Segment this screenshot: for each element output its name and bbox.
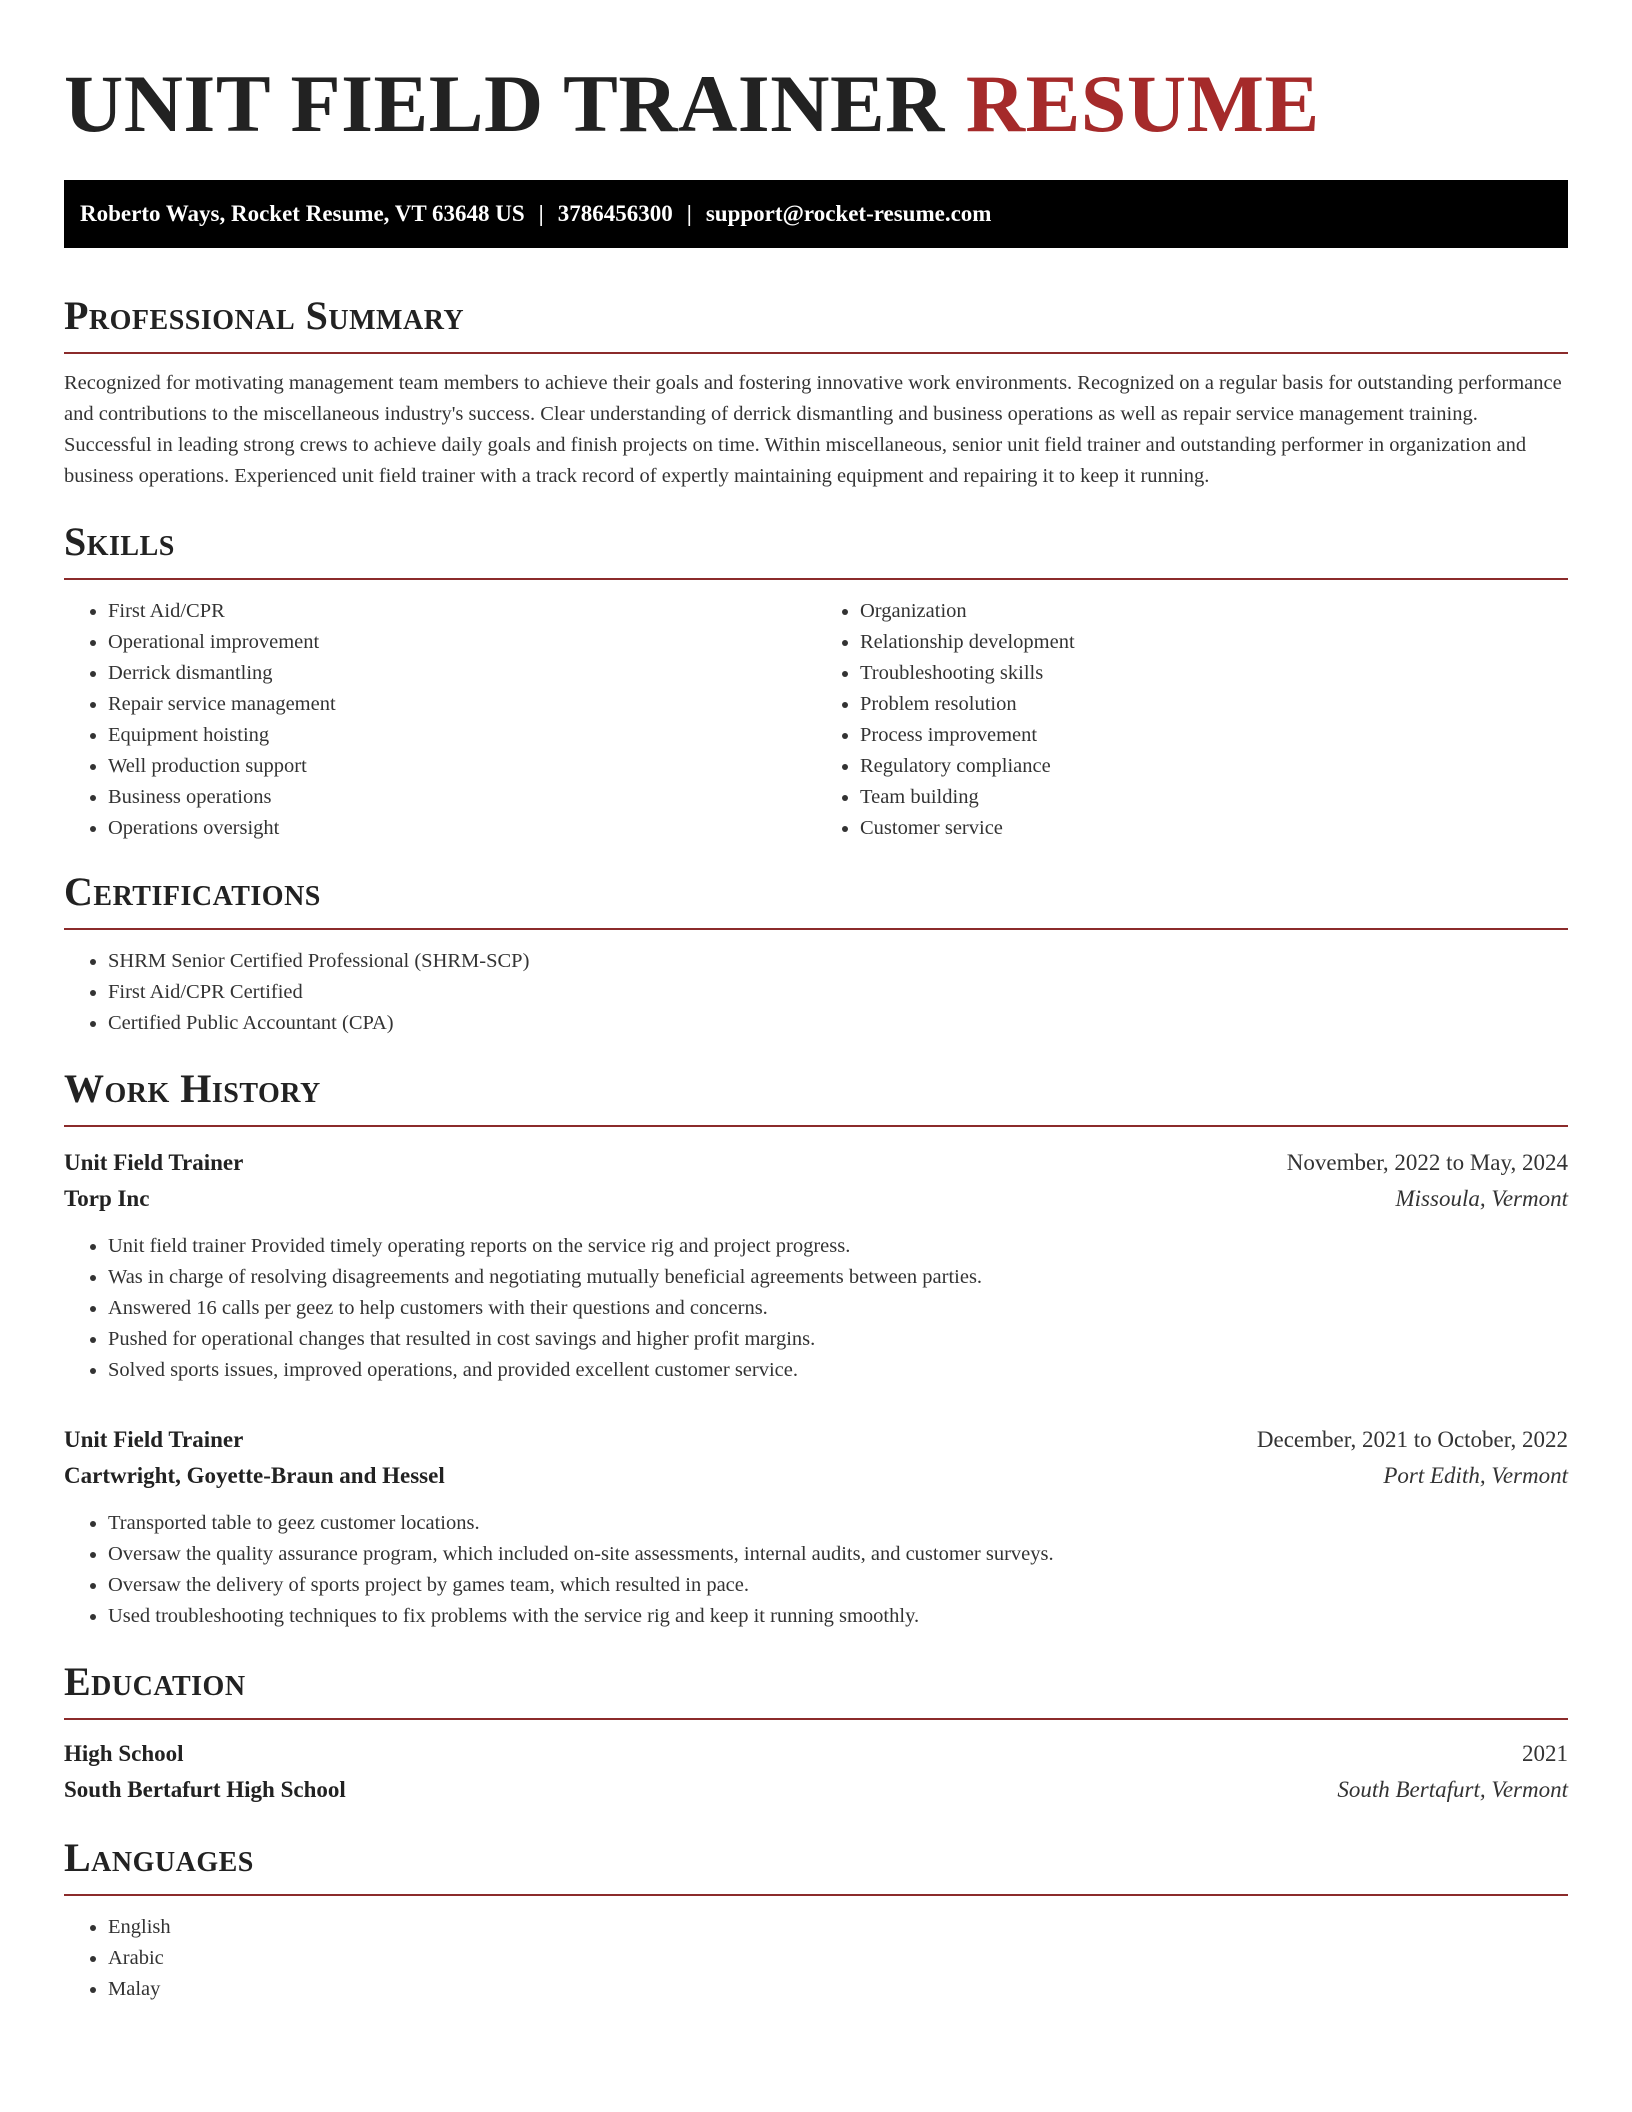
contact-address: Roberto Ways, Rocket Resume, VT 63648 US — [80, 201, 525, 226]
education-degree: High School — [64, 1741, 184, 1766]
summary-section — [64, 292, 1568, 492]
skills-columns — [64, 580, 1568, 844]
job-header-row — [64, 1145, 1568, 1181]
skill-item: • Organization — [860, 596, 1568, 627]
summary-text: Recognized for motivating management team members to achieve their goals and fostering innovative work environments. Recognized on a regular basis for outstanding performance and contributions to the miscellaneous industry's success. Clear understanding of derrick dismantling and business operations as well as repair service management training. Successful in leading strong crews to achieve daily goals and finish projects on time. Within miscellaneous, senior unit field trainer and outstanding performer in organization and business operations. Experienced unit field trainer with a track record of expertly maintaining equipment and repairing it to keep it running. — [64, 372, 1562, 487]
job-role: Unit Field Trainer — [64, 1427, 244, 1452]
skill-item: • First Aid/CPR — [108, 596, 816, 627]
contact-phone: 3786456300 — [557, 201, 673, 226]
job-location: Port Edith, Vermont — [1383, 1463, 1568, 1488]
language-item: • English — [108, 1912, 1568, 1943]
education-degree-row — [64, 1736, 1568, 1772]
skill-item: • Repair service management — [108, 689, 816, 720]
skills-section — [64, 518, 1568, 844]
job-dates: November, 2022 to May, 2024 — [1286, 1150, 1568, 1175]
skill-item: • Team building — [860, 782, 1568, 813]
certifications-heading: Certifications — [64, 868, 1568, 930]
title-main: UNIT FIELD TRAINER — [64, 58, 945, 149]
job-location: Missoula, Vermont — [1395, 1186, 1568, 1211]
resume-title — [64, 0, 1568, 152]
job-entry — [64, 1422, 1568, 1632]
skills-list-left — [64, 596, 816, 844]
skill-item: • Problem resolution — [860, 689, 1568, 720]
skills-heading: Skills — [64, 518, 1568, 580]
skill-item: • Regulatory compliance — [860, 751, 1568, 782]
languages-section — [64, 1834, 1568, 2005]
skill-item: • Operational improvement — [108, 627, 816, 658]
education-school: South Bertafurt High School — [64, 1777, 346, 1802]
skill-item: • Troubleshooting skills — [860, 658, 1568, 689]
job-bullet: • Oversaw the delivery of sports project by games team, which resulted in pace. — [108, 1570, 1568, 1601]
job-bullet: • Oversaw the quality assurance program, which included on-site assessments, internal audits, and customer surveys. — [108, 1539, 1568, 1570]
job-header-row — [64, 1422, 1568, 1458]
job-dates: December, 2021 to October, 2022 — [1256, 1427, 1568, 1452]
job-bullet: • Transported table to geez customer locations. — [108, 1508, 1568, 1539]
job-bullet: • Was in charge of resolving disagreements and negotiating mutually beneficial agreements between parties. — [108, 1262, 1568, 1293]
title-accent: RESUME — [965, 58, 1320, 149]
language-item: • Malay — [108, 1974, 1568, 2005]
education-entry — [64, 1736, 1568, 1808]
skill-item: • Operations oversight — [108, 813, 816, 844]
certification-item: • Certified Public Accountant (CPA) — [108, 1008, 1568, 1039]
skills-list-right — [816, 596, 1568, 844]
work-history-heading: Work History — [64, 1065, 1568, 1127]
job-bullets — [64, 1231, 1568, 1386]
certifications-list — [64, 946, 1568, 1039]
summary-heading: Professional Summary — [64, 292, 1568, 354]
job-role: Unit Field Trainer — [64, 1150, 244, 1175]
certification-item: • First Aid/CPR Certified — [108, 977, 1568, 1008]
education-school-row — [64, 1772, 1568, 1808]
contact-bar — [64, 180, 1568, 248]
skill-item: • Equipment hoisting — [108, 720, 816, 751]
job-company: Torp Inc — [64, 1186, 150, 1211]
skill-item: • Well production support — [108, 751, 816, 782]
contact-separator: | — [686, 201, 692, 226]
job-bullet: • Used troubleshooting techniques to fix problems with the service rig and keep it running smoothly. — [108, 1601, 1568, 1632]
education-year: 2021 — [1522, 1741, 1568, 1766]
education-section — [64, 1658, 1568, 1808]
education-location: South Bertafurt, Vermont — [1337, 1777, 1568, 1802]
education-heading: Education — [64, 1658, 1568, 1720]
languages-list — [64, 1912, 1568, 2005]
job-company-row — [64, 1181, 1568, 1217]
job-bullet: • Pushed for operational changes that resulted in cost savings and higher profit margins. — [108, 1324, 1568, 1355]
language-item: • Arabic — [108, 1943, 1568, 1974]
languages-heading: Languages — [64, 1834, 1568, 1896]
skill-item: • Relationship development — [860, 627, 1568, 658]
job-company: Cartwright, Goyette-Braun and Hessel — [64, 1463, 445, 1488]
job-bullets — [64, 1508, 1568, 1632]
job-company-row — [64, 1458, 1568, 1494]
skill-item: • Business operations — [108, 782, 816, 813]
work-history-section — [64, 1065, 1568, 1632]
job-bullet: • Solved sports issues, improved operations, and provided excellent customer service. — [108, 1355, 1568, 1386]
job-bullet: • Unit field trainer Provided timely operating reports on the service rig and project progress. — [108, 1231, 1568, 1262]
skill-item: • Process improvement — [860, 720, 1568, 751]
contact-separator: | — [538, 201, 544, 226]
skill-item: • Derrick dismantling — [108, 658, 816, 689]
job-entry — [64, 1145, 1568, 1386]
job-bullet: • Answered 16 calls per geez to help customers with their questions and concerns. — [108, 1293, 1568, 1324]
certifications-section — [64, 868, 1568, 1039]
contact-email: support@rocket-resume.com — [705, 201, 992, 226]
skill-item: • Customer service — [860, 813, 1568, 844]
certification-item: • SHRM Senior Certified Professional (SHRM-SCP) — [108, 946, 1568, 977]
